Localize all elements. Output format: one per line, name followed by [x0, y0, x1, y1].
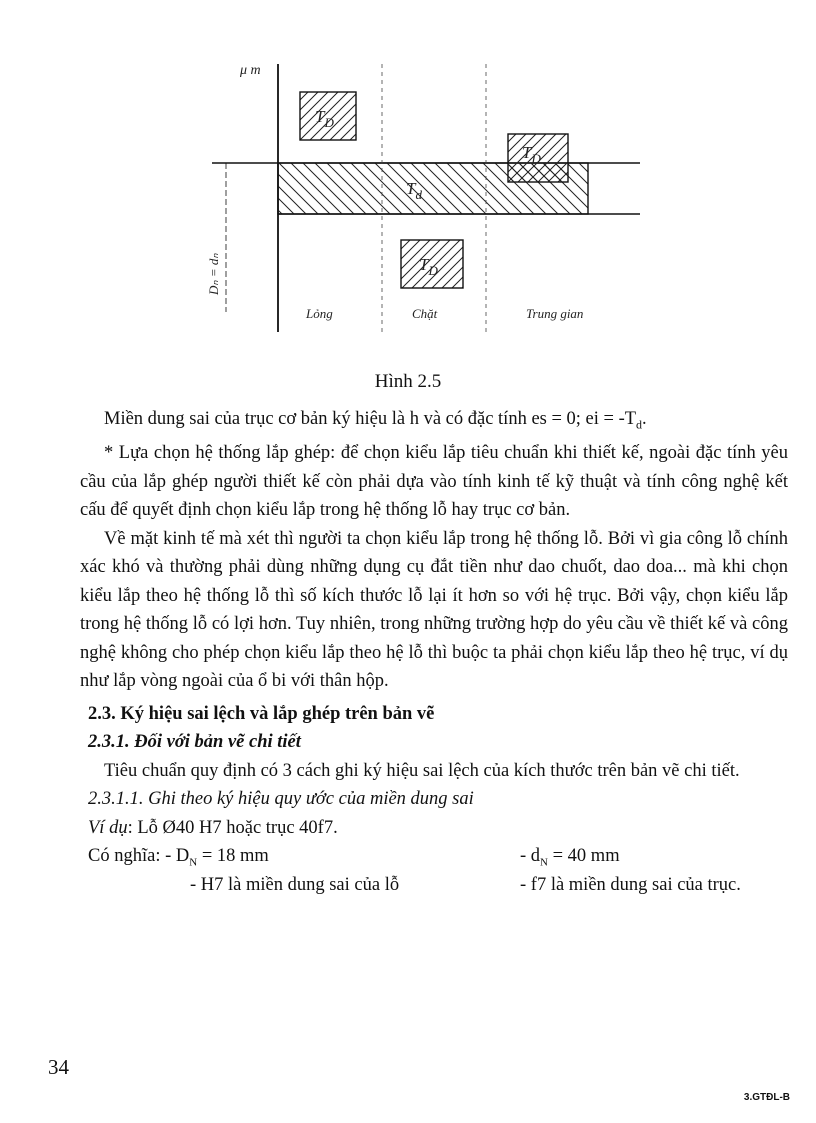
shaft-tolerance-label: $T_d$ — [406, 179, 422, 202]
hole-label-clearance: $T_D$ — [315, 107, 334, 130]
fit-label-clearance: Lỏng — [306, 306, 333, 321]
paragraph-standard: Tiêu chuẩn quy định có 3 cách ghi ký hiệu sai lệch của kích thước trên bản vẽ chi tiết. — [104, 760, 740, 781]
paragraph-shaft-basis: Miền dung sai của trục cơ bản ký hiệu là h và có đặc tính es = 0; ei = $-T_d$. — [104, 409, 647, 432]
meaning-f7: - f7 là miền dung sai của trục. — [520, 875, 741, 896]
hole-label-transition: $T_D$ — [522, 143, 541, 166]
meaning-dN: - $d_N = 40$ mm — [520, 846, 620, 869]
hole-label-interference: $T_D$ — [419, 255, 438, 278]
meaning-block — [80, 842, 788, 899]
nominal-dim-label: Dₙ = dₙ — [206, 253, 221, 295]
body-text — [80, 405, 788, 899]
section-heading: 2.3. Ký hiệu sai lệch và lắp ghép trên bản vẽ — [88, 703, 435, 724]
example-line: Ví dụ: Lỗ Ø40 H7 hoặc trục 40f7. — [88, 817, 338, 838]
paragraph-economics: Về mặt kinh tế mà xét thì người ta chọn kiểu lắp trong hệ thống lỗ. Bởi vì gia công lỗ chính xác khó và thường phải dùng những dụng cụ đắt tiền như dao chuốt, dao doa... mà khi chọn kiểu lắp theo hệ thống lỗ thì số kích thước lỗ lại ít hơn so với hệ trục. Bởi vậy, chọn kiểu lắp trong hệ thống lỗ có lợi hơn. Tuy nhiên, trong những trường hợp do yêu cầu về thiết kế và công nghệ không cho phép chọn kiểu lắp theo hệ lỗ thì buộc ta phải chọn kiểu lắp theo hệ trục, ví dụ như lắp vòng ngoài của ổ bi với thân hộp. — [80, 528, 788, 692]
subsubsection-heading: 2.3.1.1. Ghi theo ký hiệu quy ước của miền dung sai — [88, 789, 474, 810]
subsection-heading: 2.3.1. Đối với bản vẽ chi tiết — [88, 732, 301, 753]
fit-label-transition: Trung gian — [526, 306, 584, 321]
meaning-dn: Có nghĩa: - $D_N = 18$ mm — [88, 846, 269, 869]
fit-label-interference: Chặt — [412, 306, 438, 321]
meaning-h7: - H7 là miền dung sai của lỗ — [190, 875, 400, 896]
page-number: 34 — [48, 1055, 69, 1079]
tolerance-zone-figure — [190, 50, 670, 350]
figure-caption: Hình 2.5 — [374, 371, 442, 392]
paragraph-fit-selection: * Lựa chọn hệ thống lắp ghép: để chọn kiểu lắp tiêu chuẩn khi thiết kế, ngoài đặc tính yêu cầu của lắp ghép người thiết kế còn phải dựa vào tính kinh tế kỹ thuật và tính công nghệ kết cấu để quyết định chọn kiểu lắp trong hệ thống lỗ hay trục cơ bản. — [80, 443, 788, 521]
y-axis-unit-label: μ m — [240, 63, 261, 78]
footer-code: 3.GTĐL-B — [743, 1092, 790, 1103]
